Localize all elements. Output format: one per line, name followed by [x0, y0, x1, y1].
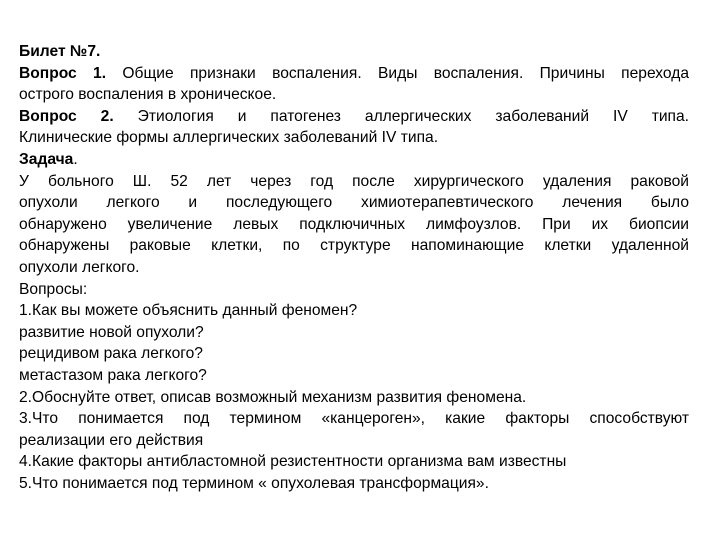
task-label-dot: .	[73, 150, 78, 168]
questions-item-1-option-1	[19, 322, 689, 344]
question1-text-line1: Общие признаки воспаления. Виды воспаления. Причины перехода	[106, 64, 690, 82]
question2-label: Вопрос 2.	[19, 107, 114, 125]
questions-item-3-text-line1: 3.Что понимается под термином «канцероген», какие факторы способствуют	[19, 410, 689, 428]
questions-item-3-text-line2: реализации его действия	[19, 431, 204, 449]
questions-item-4	[19, 451, 689, 473]
task-line	[19, 235, 689, 257]
questions-heading-text: Вопросы:	[19, 280, 88, 298]
ticket-document	[19, 41, 689, 494]
option-text: развитие новой опухоли?	[19, 323, 204, 341]
questions-item-4-text: 4.Какие факторы антибластомной резистентности организма вам известны	[19, 453, 567, 471]
questions-item-5	[19, 473, 689, 495]
questions-item-2-text: 2.Обоснуйте ответ, описав возможный механизм развития феномена.	[19, 388, 527, 406]
option-text: метастазом рака легкого?	[19, 366, 207, 384]
questions-item-2	[19, 387, 689, 409]
question1-line2	[19, 84, 689, 106]
task-line-text: опухоли легкого.	[19, 258, 140, 276]
task-label: Задача	[19, 150, 74, 168]
question2-text-line2: Клинические формы аллергических заболеваний IV типа.	[19, 129, 439, 147]
ticket-title	[19, 41, 689, 63]
questions-item-5-text: 5.Что понимается под термином « опухолевая трансформация».	[19, 474, 489, 492]
task-line	[19, 257, 689, 279]
questions-item-1-option-2	[19, 343, 689, 365]
task-line	[19, 192, 689, 214]
questions-item-1-text: 1.Как вы можете объяснить данный феномен?	[19, 302, 358, 320]
task-line-text: обнаружены раковые клетки, по структуре напоминающие клетки удаленной	[19, 237, 689, 255]
question1-line1	[19, 63, 689, 85]
task-line	[19, 171, 689, 193]
questions-item-3-line2	[19, 430, 689, 452]
questions-item-1	[19, 300, 689, 322]
ticket-title-text: Билет №7.	[19, 43, 101, 60]
questions-item-3-line1	[19, 408, 689, 430]
questions-heading	[19, 279, 689, 301]
question1-text-line2: острого воспаления в хроническое.	[19, 86, 277, 104]
task-line	[19, 214, 689, 236]
questions-item-1-option-3	[19, 365, 689, 387]
task-line-text: обнаружено увеличение левых подключичных лимфоузлов. При их биопсии	[19, 215, 689, 233]
task-line-text: У больного Ш. 52 лет через год после хирургического удаления раковой	[19, 172, 689, 190]
question1-label: Вопрос 1.	[19, 64, 107, 82]
question2-line2	[19, 127, 689, 149]
option-text: рецидивом рака легкого?	[19, 345, 203, 363]
question2-line1	[19, 106, 689, 128]
task-heading	[19, 149, 689, 171]
question2-text-line1: Этиология и патогенез аллергических заболеваний IV типа.	[113, 107, 690, 125]
task-line-text: опухоли легкого и последующего химиотерапевтического лечения было	[19, 194, 689, 212]
